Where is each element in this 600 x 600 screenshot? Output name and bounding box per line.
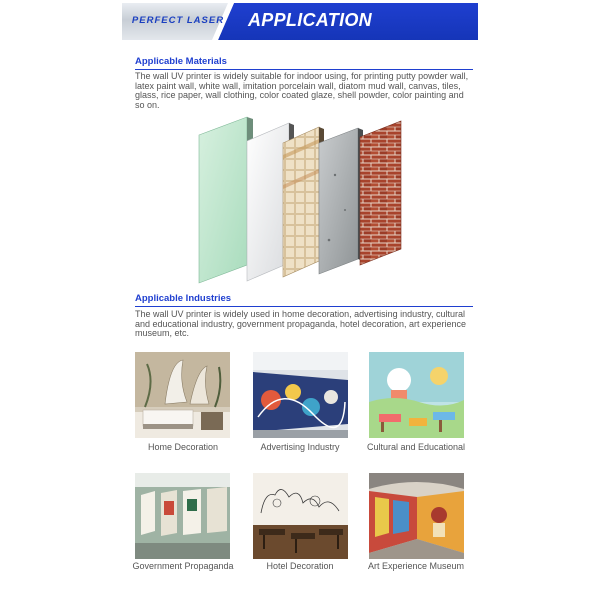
header-banner [122,3,478,40]
industry-label-cultural-educational: Cultural and Educational [366,442,466,452]
art-experience-museum-image [369,473,464,559]
materials-heading: Applicable Materials [135,56,227,67]
advertising-industry-image [253,352,348,438]
industry-label-home-decoration: Home Decoration [147,442,219,452]
government-propaganda-image [135,473,230,559]
materials-description: The wall UV printer is widely suitable for indoor using, for printing putty powder wall, latex paint wall, white wall, imitation porcelain wall, diatom mud wall, canvas, tiles, glass, rice paper, wall clothing, color coated glaze, shell powder, color painting and so on. [135,71,469,110]
industry-label-art-experience-museum: Art Experience Museum [367,561,465,571]
industries-description: The wall UV printer is widely used in home decoration, advertising industry, cultural and educational industry, government propaganda, hotel decoration, art experience museum, etc. [135,309,467,339]
industries-heading: Applicable Industries [135,293,232,304]
hotel-decoration-image [253,473,348,559]
brand-logo: PERFECT LASER [131,15,225,26]
concrete-board [319,128,358,274]
materials-illustration [195,115,405,290]
page-title: APPLICATION [248,10,372,30]
industry-label-hotel-decoration: Hotel Decoration [266,561,334,571]
cultural-educational-image [369,352,464,438]
industry-label-government-propaganda: Government Propaganda [132,561,234,571]
brick-board [360,121,401,265]
home-decoration-image [135,352,230,438]
industry-label-advertising: Advertising Industry [260,442,340,452]
green-board [199,117,247,283]
